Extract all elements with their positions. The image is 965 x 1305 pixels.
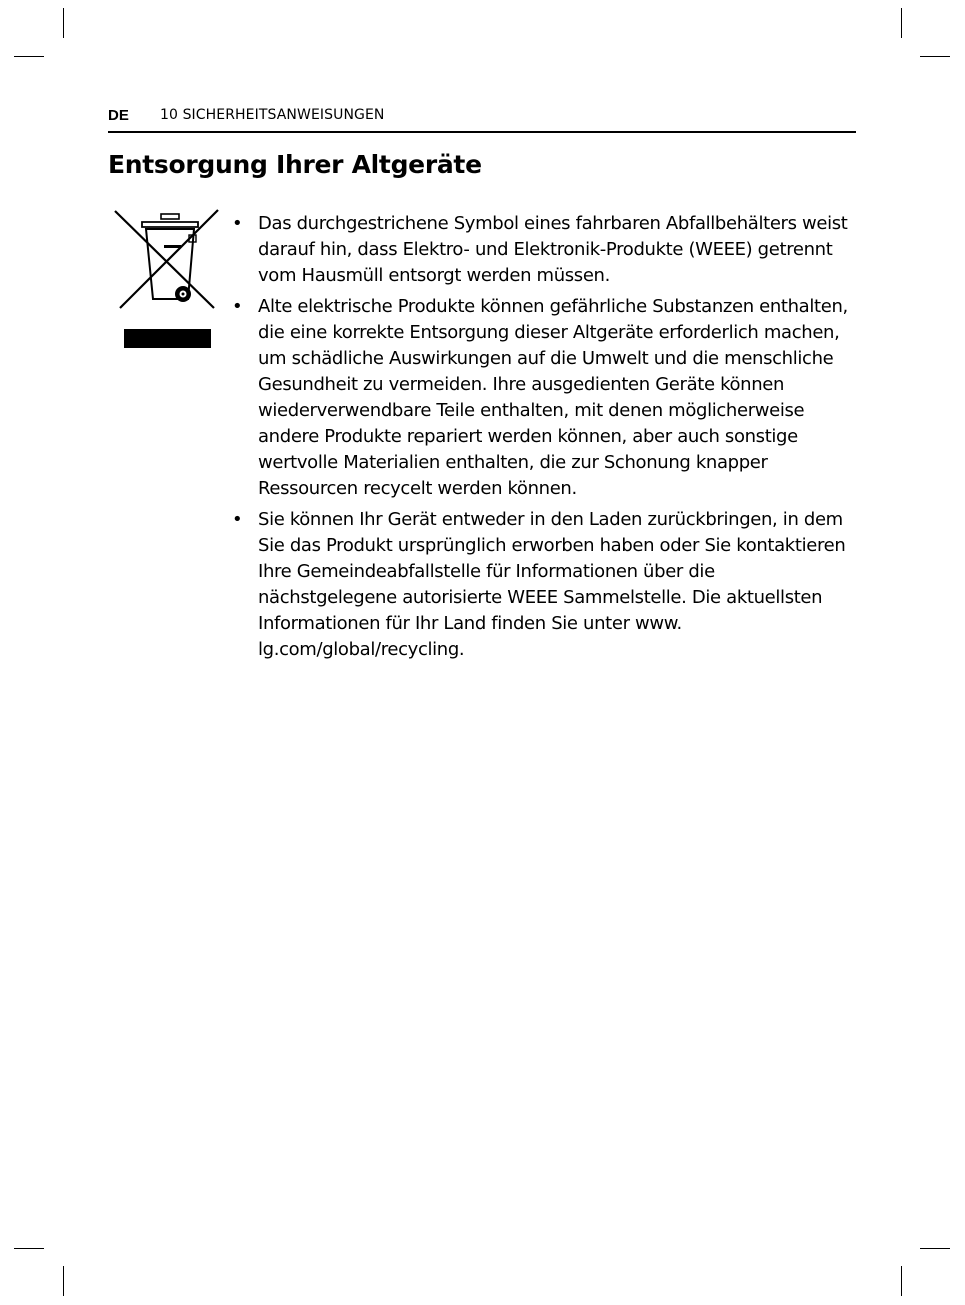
- bullet-marker: •: [232, 509, 243, 530]
- list-item: [232, 294, 852, 502]
- bullet-marker: •: [232, 296, 243, 317]
- crop-mark: [901, 8, 902, 38]
- crop-mark: [901, 1266, 902, 1296]
- crop-mark: [63, 1266, 64, 1296]
- crop-mark: [14, 1248, 44, 1249]
- list-item: [232, 211, 852, 289]
- header-rule: [108, 131, 856, 133]
- crop-mark: [14, 56, 44, 57]
- crop-mark: [920, 56, 950, 57]
- crossed-out-wheelie-bin-icon: [112, 208, 222, 353]
- language-code: DE: [108, 106, 129, 124]
- disposal-bullet-list: [232, 211, 852, 668]
- list-item-text: Das durchgestrichene Symbol eines fahrbaren Abfallbehälters weist darauf hin, dass Elektro- und Elektronik-Produkte (WEEE) getrennt vom Hausmüll entsorgt werden müssen.: [258, 213, 848, 286]
- list-item: [232, 507, 852, 663]
- page-header: [108, 104, 856, 126]
- page-title: Entsorgung Ihrer Altgeräte: [108, 150, 482, 179]
- bullet-marker: •: [232, 213, 243, 234]
- list-item-text: Sie können Ihr Gerät entweder in den Laden zurückbringen, in dem Sie das Produkt ursprünglich erworben haben oder Sie kontaktieren Ihre Gemeindeabfallstelle für Informationen über die nächstgelegene autorisierte WEEE Sammelstelle. Die aktuellsten Informationen für Ihr Land finden Sie unter www. lg.com/global/recycling.: [258, 509, 846, 660]
- crop-mark: [63, 8, 64, 38]
- list-item-text: Alte elektrische Produkte können gefährliche Substanzen enthalten, die eine korrekte Entsorgung dieser Altgeräte erforderlich machen, um schädliche Auswirkungen auf die Umwelt und die menschliche Gesundheit zu vermeiden. Ihre ausgedienten Geräte können wiederverwendbare Teile enthalten, mit denen möglicherweise andere Produkte repariert werden können, aber auch sonstige wertvolle Materialien enthalten, die zur Schonung knapper Ressourcen recycelt werden können.: [258, 296, 848, 499]
- crop-mark: [920, 1248, 950, 1249]
- section-title: 10 SICHERHEITSANWEISUNGEN: [160, 107, 385, 123]
